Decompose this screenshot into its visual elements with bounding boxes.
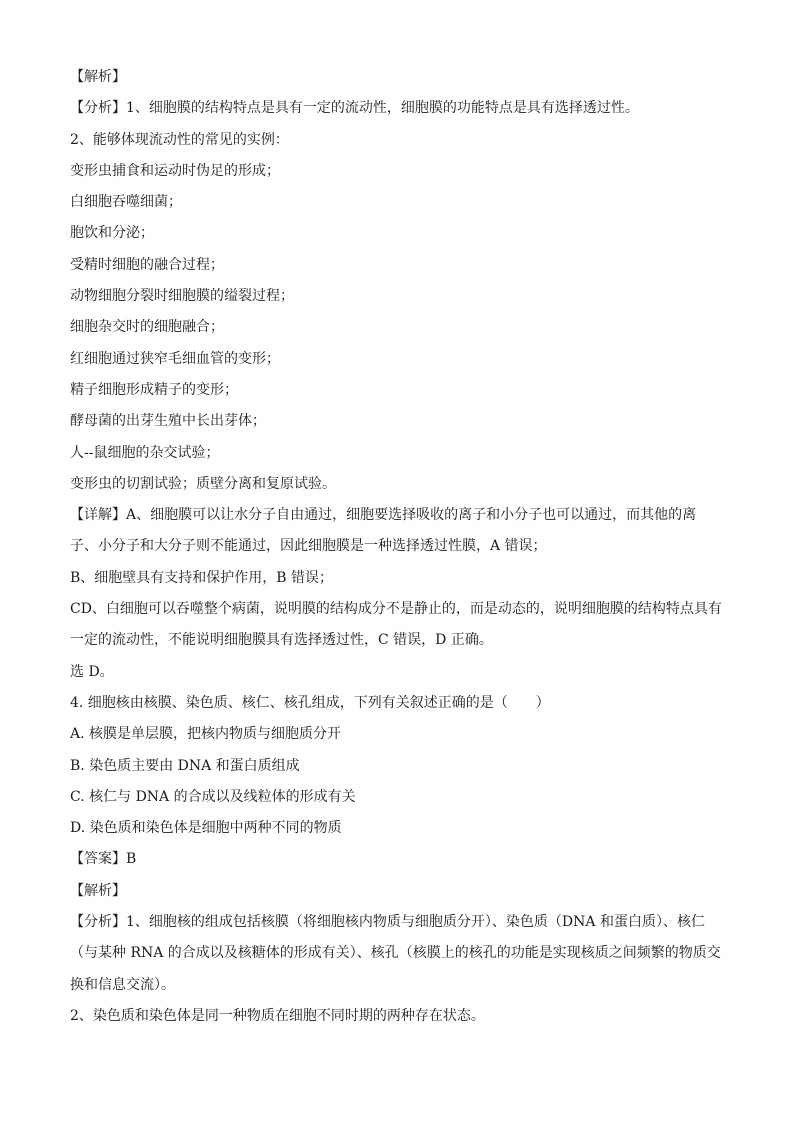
section-heading-analysis: 【解析】 bbox=[70, 69, 126, 85]
detail-explanation-line: 【详解】A、细胞膜可以让水分子自由通过，细胞要选择吸收的离子和小分子也可以通过，而其他的离 bbox=[70, 507, 697, 524]
section-heading-analysis: 【解析】 bbox=[70, 882, 126, 899]
document-page bbox=[70, 62, 730, 1032]
choice-d: D. 染色质和染色体是细胞中两种不同的物质 bbox=[70, 820, 342, 837]
analysis-point-1-continued: 换和信息交流）。 bbox=[70, 976, 175, 993]
example-item: 受精时细胞的融合过程； bbox=[70, 256, 224, 273]
selected-answer-line: 选 D。 bbox=[70, 663, 114, 680]
example-item: 酵母菌的出芽生殖中长出芽体； bbox=[70, 413, 266, 430]
analysis-point-1: 【分析】1、细胞核的组成包括核膜（将细胞核内物质与细胞质分开）、染色质（DNA 和蛋白质）、核仁 bbox=[70, 914, 705, 931]
example-item: 动物细胞分裂时细胞膜的缢裂过程； bbox=[70, 288, 294, 305]
choice-c: C. 核仁与 DNA 的合成以及线粒体的形成有关 bbox=[70, 788, 356, 805]
detail-explanation-line: B、细胞壁具有支持和保护作用，B 错误； bbox=[70, 569, 334, 586]
choice-b: B. 染色质主要由 DNA 和蛋白质组成 bbox=[70, 757, 300, 774]
example-item: 变形虫捕食和运动时伪足的形成； bbox=[70, 162, 280, 179]
example-item: 人--鼠细胞的杂交试验； bbox=[70, 444, 220, 461]
detail-explanation-line: 一定的流动性，不能说明细胞膜具有选择透过性，C 错误，D 正确。 bbox=[70, 632, 493, 649]
example-item: 变形虫的切割试验；质壁分离和复原试验。 bbox=[70, 475, 336, 492]
analysis-point-1-continued: （与某种 RNA 的合成以及核糖体的形成有关）、核孔（核膜上的核孔的功能是实现核质之间频繁的物质交 bbox=[70, 945, 721, 962]
detail-explanation-line: 子、小分子和大分子则不能通过，因此细胞膜是一种选择透过性膜，A 错误； bbox=[70, 538, 547, 555]
choice-a: A. 核膜是单层膜，把核内物质与细胞质分开 bbox=[70, 726, 342, 743]
example-item: 白细胞吞噬细菌； bbox=[70, 194, 182, 211]
question-stem: 4. 细胞核由核膜、染色质、核仁、核孔组成，下列有关叙述正确的是（ ） bbox=[70, 694, 550, 711]
example-item: 细胞杂交时的细胞融合； bbox=[70, 319, 224, 336]
example-item: 红细胞通过狭窄毛细血管的变形； bbox=[70, 350, 280, 367]
detail-explanation-line: CD、白细胞可以吞噬整个病菌，说明膜的结构成分不是静止的，而是动态的，说明细胞膜的结构特点具有 bbox=[70, 601, 722, 618]
analysis-point-2: 2、染色质和染色体是同一种物质在细胞不同时期的两种存在状态。 bbox=[70, 1007, 485, 1024]
example-item: 精子细胞形成精子的变形； bbox=[70, 381, 238, 398]
answer-line: 【答案】B bbox=[70, 851, 137, 868]
analysis-point-2: 2、能够体现流动性的常见的实例： bbox=[70, 131, 289, 148]
example-item: 胞饮和分泌； bbox=[70, 225, 154, 242]
analysis-point-1: 【分析】1、细胞膜的结构特点是具有一定的流动性，细胞膜的功能特点是具有选择透过性。 bbox=[70, 100, 639, 117]
